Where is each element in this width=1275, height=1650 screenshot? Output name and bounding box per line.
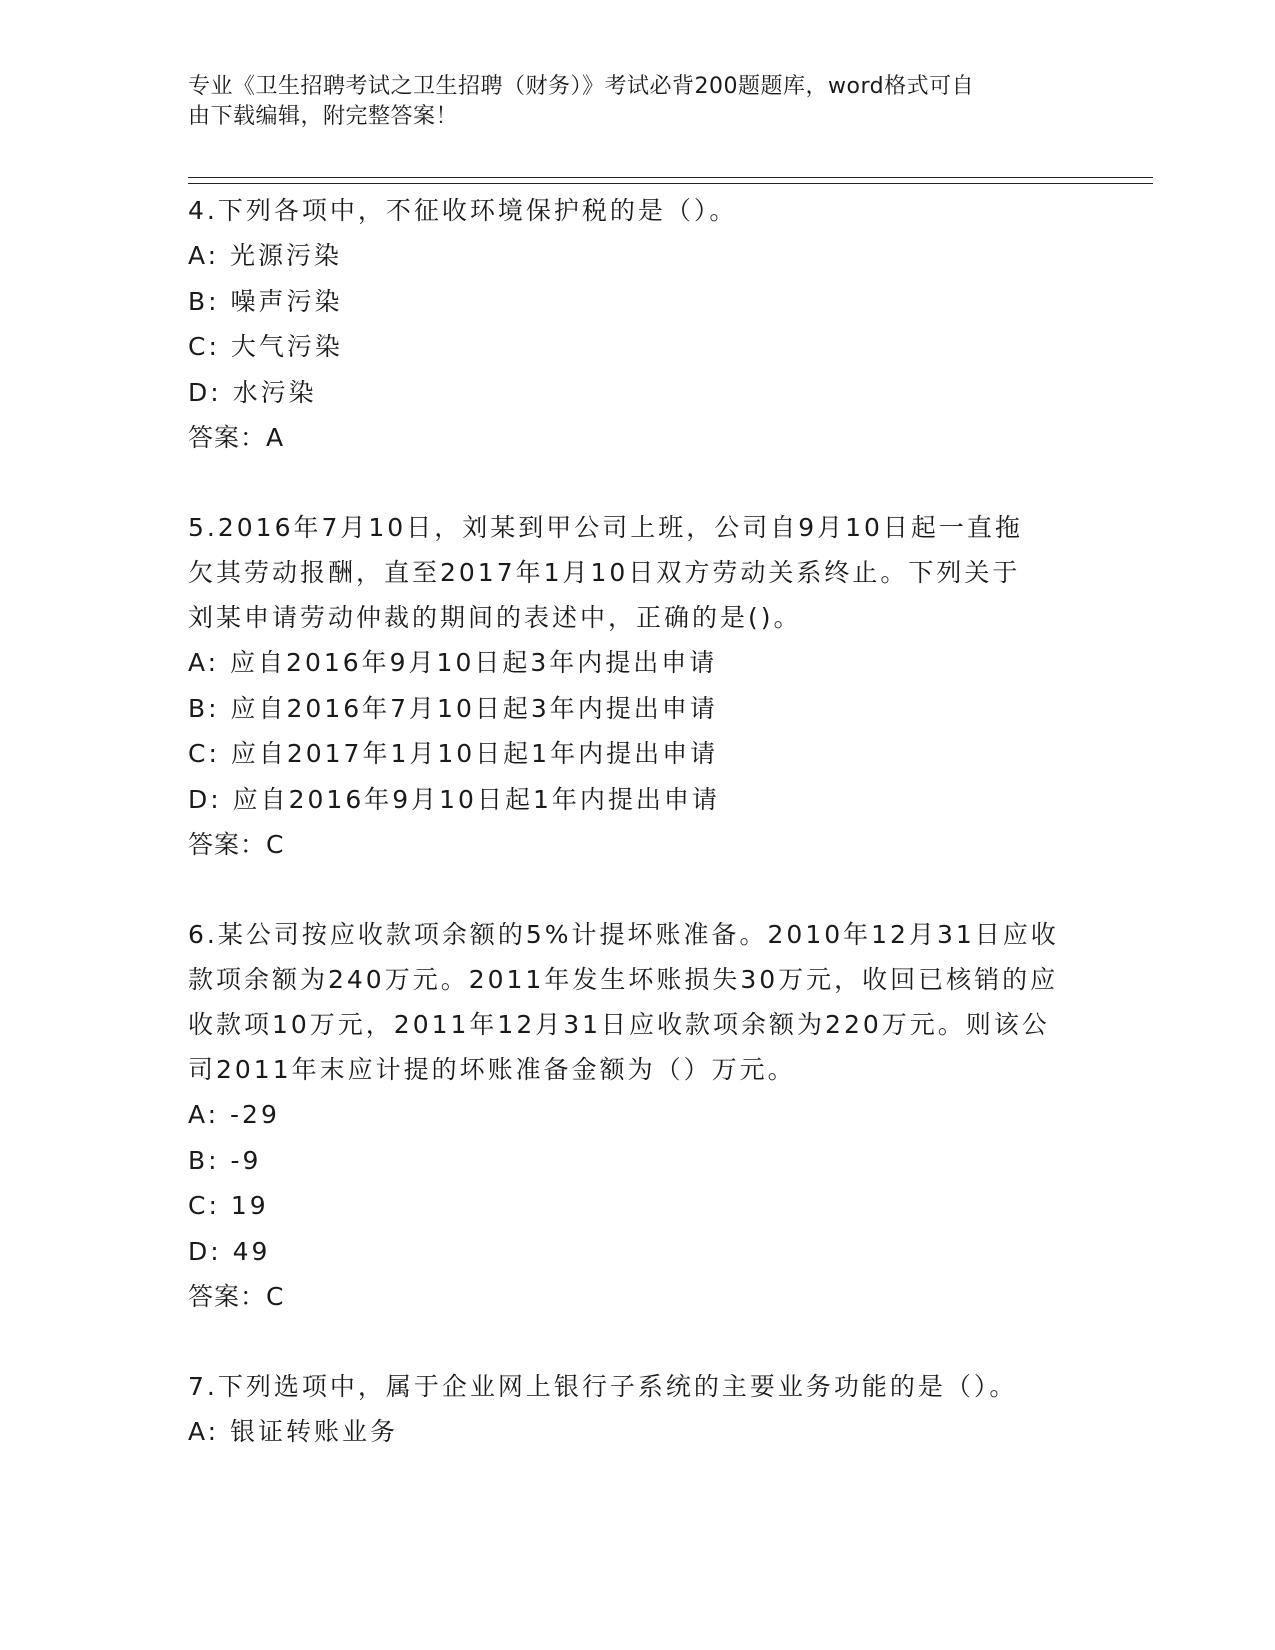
spacer <box>188 868 1088 912</box>
answer: 答案：C <box>188 830 285 859</box>
question-7 <box>188 1364 1088 1455</box>
option-b: B: 噪声污染 <box>188 286 343 316</box>
option-a: A: 光源污染 <box>188 241 343 270</box>
option-a: A: -29 <box>188 1100 280 1129</box>
question-5 <box>188 505 1088 868</box>
spacer <box>188 461 1088 505</box>
question-text: 7.下列选项中，属于企业网上银行子系统的主要业务功能的是（）。 <box>188 1372 1018 1401</box>
answer: 答案：C <box>188 1282 285 1311</box>
question-4 <box>188 188 1088 461</box>
option-c: C: 大气污染 <box>188 332 343 361</box>
option-d: D: 应自2016年9月10日起1年内提出申请 <box>188 784 720 814</box>
option-c: C: 应自2017年1月10日起1年内提出申请 <box>188 739 719 768</box>
question-text-line: 收款项10万元，2011年12月31日应收款项余额为220万元。则该公 <box>188 1010 1050 1039</box>
question-text-line: 6.某公司按应收款项余额的5%计提坏账准备。2010年12月31日应收 <box>188 920 1059 949</box>
question-6 <box>188 912 1088 1320</box>
question-list <box>188 188 1088 1455</box>
header-divider-bottom <box>188 183 1153 184</box>
question-text-line: 司2011年末应计提的坏账准备金额为（）万元。 <box>188 1055 796 1084</box>
question-text-line: 欠其劳动报酬，直至2017年1月10日双方劳动关系终止。下列关于 <box>188 558 1021 587</box>
option-d: D: 49 <box>188 1236 271 1266</box>
header-line-2: 由下载编辑，附完整答案！ <box>188 104 459 129</box>
document-header <box>188 72 1068 132</box>
option-c: C: 19 <box>188 1191 269 1220</box>
answer: 答案：A <box>188 423 285 452</box>
option-a: A: 应自2016年9月10日起3年内提出申请 <box>188 648 718 677</box>
header-divider-top <box>188 177 1153 178</box>
option-b: B: -9 <box>188 1145 262 1175</box>
header-line-1: 专业《卫生招聘考试之卫生招聘（财务）》考试必背200题题库，word格式可自 <box>188 74 975 99</box>
question-text: 4.下列各项中，不征收环境保护税的是（）。 <box>188 196 738 225</box>
option-b: B: 应自2016年7月10日起3年内提出申请 <box>188 693 718 723</box>
option-a: A: 银证转账业务 <box>188 1417 399 1446</box>
question-text-line: 刘某申请劳动仲裁的期间的表述中，正确的是()。 <box>188 603 802 632</box>
question-text-line: 款项余额为240万元。2011年发生坏账损失30万元，收回已核销的应 <box>188 965 1059 994</box>
spacer <box>188 1320 1088 1364</box>
option-d: D: 水污染 <box>188 377 317 407</box>
question-text-line: 5.2016年7月10日，刘某到甲公司上班，公司自9月10日起一直拖 <box>188 513 1023 542</box>
